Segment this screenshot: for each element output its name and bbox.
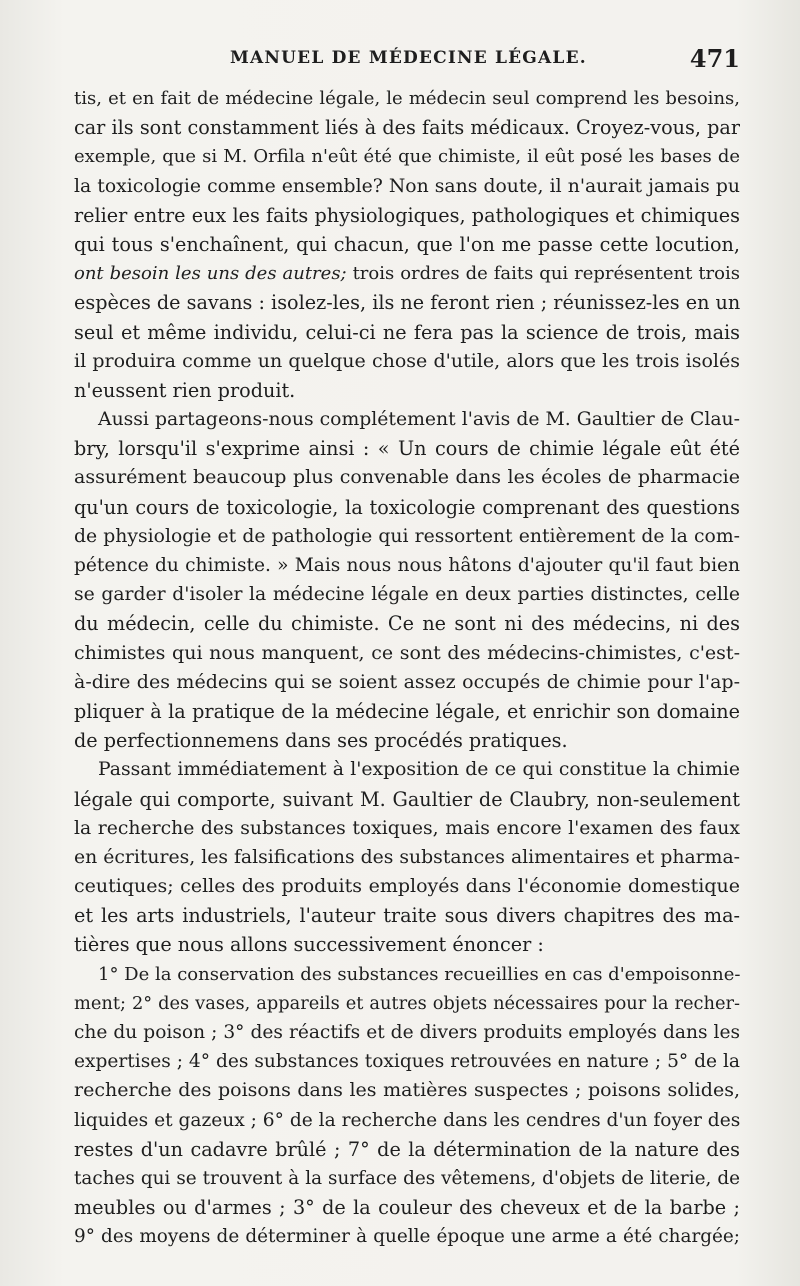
paragraph-4	[74, 960, 740, 1252]
text-line: n'eussent rien produit.	[74, 378, 296, 402]
text-line: de physiologie et de pathologie qui ressortent entièrement de la com-	[74, 525, 740, 547]
text-line: la toxicologie comme ensemble? Non sans doute, il n'aurait jamais pu	[74, 175, 740, 197]
text-line: assurément beaucoup plus convenable dans les écoles de pharmacie	[74, 466, 740, 489]
text-line: pliquer à la pratique de la médecine légale, et enrichir son domaine	[74, 699, 740, 723]
text-line: qu'un cours de toxicologie, la toxicologie comprenant des questions	[74, 495, 740, 519]
text-line: à-dire des médecins qui se soient assez occupés de chimie pour l'ap-	[74, 670, 740, 693]
text-line: seul et même individu, celui-ci ne fera pas la science de trois, mais	[74, 320, 740, 344]
text-line: et les arts industriels, l'auteur traite sous divers chapitres des ma-	[74, 904, 740, 928]
text-line: restes d'un cadavre brûlé ; 7° de la détermination de la nature des	[74, 1137, 740, 1161]
text-line: il produira comme un quelque chose d'utile, alors que les trois isolés	[74, 349, 740, 372]
text-line: tis, et en fait de médecine légale, le médecin seul comprend les besoins,	[74, 88, 740, 109]
italic-phrase: ont besoin les uns des autres;	[74, 263, 347, 285]
text-line: exemple, que si M. Orfila n'eût été que chimiste, il eût posé les bases de	[74, 146, 740, 168]
text-line: relier entre eux les faits physiologiques, pathologiques et chimiques	[74, 203, 740, 227]
text-line: espèces de savans : isolez-les, ils ne feront rien ; réunissez-les en un	[74, 291, 740, 315]
text-line: en écritures, les falsifications des substances alimentaires et pharma-	[74, 846, 740, 868]
paragraph-2	[74, 405, 740, 755]
text-line-with-italic	[74, 259, 740, 288]
text-line-rest: trois ordres de faits qui représentent trois	[352, 263, 740, 285]
text-line: expertises ; 4° des substances toxiques retrouvées en nature ; 5° de la	[74, 1051, 740, 1073]
text-line: recherche des poisons dans les matières suspectes ; poisons solides,	[74, 1079, 740, 1102]
text-line: meubles ou d'armes ; 3° de la couleur des cheveux et de la barbe ;	[74, 1196, 740, 1220]
paragraph-1	[74, 84, 740, 405]
text-line: car ils sont constamment liés à des faits médicaux. Croyez-vous, par	[74, 116, 740, 140]
text-line: taches qui se trouvent à la surface des vêtemens, d'objets de literie, de	[74, 1167, 740, 1189]
text-line: 9° des moyens de déterminer à quelle époque une arme a été chargée;	[74, 1226, 740, 1248]
text-line: Passant immédiatement à l'exposition de ce qui constitue la chimie	[98, 759, 740, 781]
text-line: la recherche des substances toxiques, mais encore l'examen des faux	[74, 817, 740, 839]
text-line: de perfectionnemens dans ses procédés pratiques.	[74, 729, 568, 753]
text-line: bry, lorsqu'il s'exprime ainsi : « Un cours de chimie légale eût été	[74, 437, 740, 461]
text-line: pétence du chimiste. » Mais nous nous hâtons d'ajouter qu'il faut bien	[74, 555, 740, 576]
text-line: se garder d'isoler la médecine légale en deux parties distinctes, celle	[74, 584, 740, 606]
text-line: qui tous s'enchaînent, qui chacun, que l'on me passe cette locution,	[74, 232, 740, 256]
text-line: liquides et gazeux ; 6° de la recherche dans les cendres d'un foyer des	[74, 1109, 740, 1131]
text-line: 1° De la conservation des substances recueillies en cas d'empoisonne-	[98, 963, 740, 985]
text-line: du médecin, celle du chimiste. Ce ne sont ni des médecins, ni des	[74, 612, 740, 636]
text-line: chimistes qui nous manquent, ce sont des médecins-chimistes, c'est-	[74, 641, 740, 664]
running-title: MANUEL DE MÉDECINE LÉGALE.	[230, 48, 587, 68]
text-line: che du poison ; 3° des réactifs et de divers produits employés dans les	[74, 1022, 740, 1043]
page-number: 471	[689, 44, 740, 73]
text-line: légale qui comporte, suivant M. Gaultier de Claubry, non-seulement	[74, 787, 740, 811]
text-line: tières que nous allons successivement énoncer :	[74, 933, 544, 957]
text-line: ment; 2° des vases, appareils et autres objets nécessaires pour la recher-	[74, 992, 740, 1014]
text-line: Aussi partageons-nous complétement l'avis de M. Gaultier de Clau-	[98, 409, 740, 431]
paragraph-3	[74, 755, 740, 959]
body-text	[74, 84, 740, 1252]
page-header	[74, 44, 740, 78]
text-line: ceutiques; celles des produits employés dans l'économie domestique	[74, 875, 740, 898]
